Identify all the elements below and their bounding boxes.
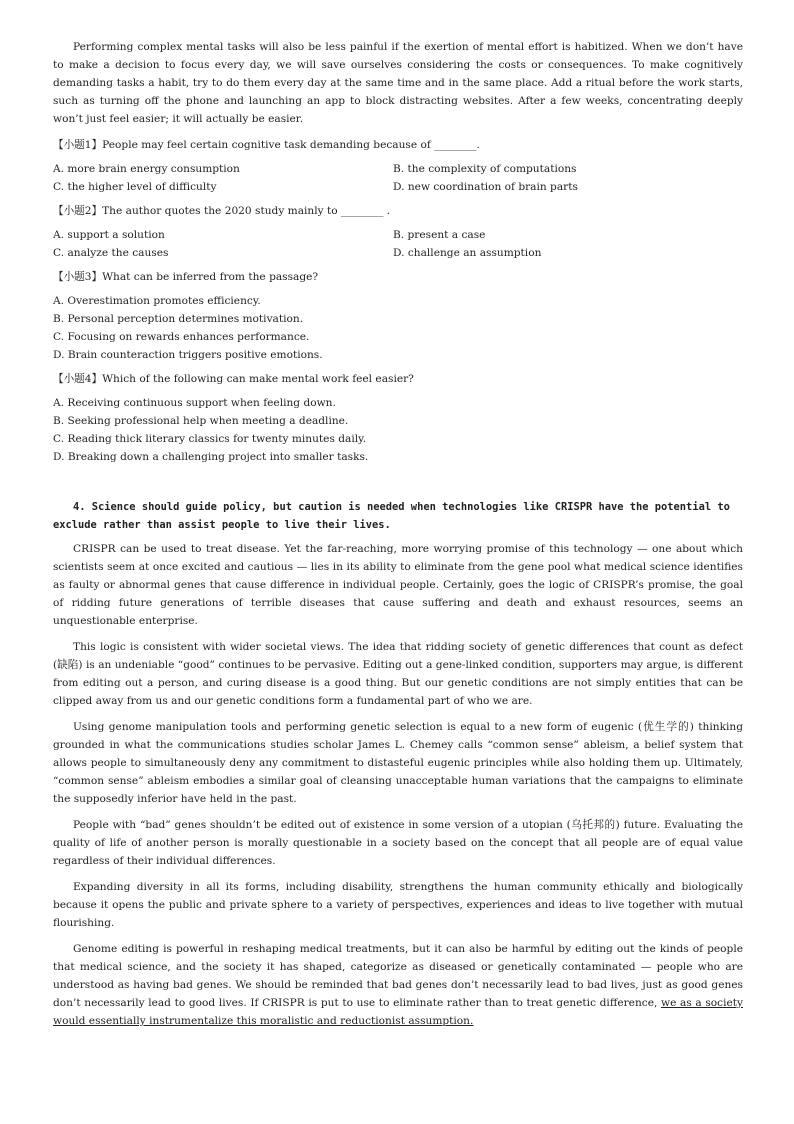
passage-4-paragraph-2: This logic is consistent with wider societal views. The idea that ridding society of genetic differences that count as defect (缺陷) is an undeniable “good” continues to be pervasive. Editing out a gene-linked condition, supporters may argue, is different from editing out a person, and curing disease is a good thing. But our genetic conditions are not simply entities that can be clipped away from us and our genetic conditions form a fundamental part of who we are. [53, 641, 743, 707]
intro-paragraph: Performing complex mental tasks will also be less painful if the exertion of mental effort is habitized. When we don’t have to make a decision to focus every day, we will save ourselves considering the costs or consequences. To make cognitively demanding tasks a habit, try to do them every day at the same time and in the same place. Add a ritual before the work starts, such as turning off the phone and launching an app to block distracting websites. After a few weeks, concentrating deeply won’t just feel easier; it will actually be easier. [53, 41, 743, 125]
question-1-option-c[interactable]: C. the higher level of difficulty [53, 181, 217, 193]
question-3-option-d[interactable]: D. Brain counteraction triggers positive emotions. [53, 349, 323, 361]
passage-4-paragraph-3: Using genome manipulation tools and performing genetic selection is equal to a new form of eugenic (优生学的) thinking grounded in what the communications studies scholar James L. Chemey calls “common sense” ableism, a belief system that allows people to simultaneously deny any commitment to distasteful eugenic principles while also holding them up. Ultimately, “common sense” ableism embodies a similar goal of cleansing unacceptable human variations that the campaigns to eliminate the supposedly inferior have held in the past. [53, 721, 743, 805]
document-page [53, 38, 743, 1038]
underlined-sentence: we as a society would essentially instrumentalize this moralistic and reductionist assumption. [53, 997, 743, 1027]
question-3-option-c[interactable]: C. Focusing on rewards enhances performance. [53, 331, 310, 343]
passage-4-title: 4. Science should guide policy, but caution is needed when technologies like CRISPR have the potential to exclude rather than assist people to live their lives. [53, 501, 730, 531]
passage-4-paragraph-6 [53, 940, 743, 1030]
question-4-option-b[interactable]: B. Seeking professional help when meeting a deadline. [53, 415, 349, 427]
question-2-options [53, 226, 743, 262]
question-4-stem: 【小题4】Which of the following can make mental work feel easier? [53, 373, 414, 385]
passage-4-paragraph-1: CRISPR can be used to treat disease. Yet the far-reaching, more worrying promise of this technology — one about which scientists seem at once excited and cautious — lies in its ability to eliminate from the gene pool what medical science identifies as faulty or abnormal genes that cause difference in individual people. Certainly, goes the logic of CRISPR’s promise, the goal of ridding future generations of terrible diseases that cause suffering and death and exhaust resources, seems an unquestionable enterprise. [53, 543, 743, 627]
paragraph-6-main-text: Genome editing is powerful in reshaping medical treatments, but it can also be harmful by editing out the kinds of people that medical science, and the society it has shaped, categorize as diseased or genetically contaminated — people who are understood as having bad genes. We should be reminded that bad genes don’t necessarily lead to bad lives, just as good genes don’t necessarily lead to good lives. If CRISPR is put to use to eliminate rather than to treat genetic difference, [53, 943, 743, 1009]
question-2-stem: 【小题2】The author quotes the 2020 study mainly to ________ . [53, 205, 391, 217]
question-2-option-c[interactable]: C. analyze the causes [53, 247, 169, 259]
question-3-option-b[interactable]: B. Personal perception determines motivation. [53, 313, 304, 325]
question-4-option-a[interactable]: A. Receiving continuous support when feeling down. [53, 397, 336, 409]
question-3-options [53, 292, 743, 364]
question-2-option-a[interactable]: A. support a solution [53, 229, 165, 241]
passage-4-paragraph-5: Expanding diversity in all its forms, including disability, strengthens the human community ethically and biologically because it opens the public and private sphere to a variety of perspectives, experiences and ideas to live together with mutual flourishing. [53, 881, 743, 929]
question-1-option-b[interactable]: B. the complexity of computations [393, 163, 577, 175]
question-1-option-a[interactable]: A. more brain energy consumption [53, 163, 240, 175]
question-4-options [53, 394, 743, 466]
question-4-option-d[interactable]: D. Breaking down a challenging project into smaller tasks. [53, 451, 369, 463]
question-4-option-c[interactable]: C. Reading thick literary classics for twenty minutes daily. [53, 433, 367, 445]
question-1-options [53, 160, 743, 196]
question-3-option-a[interactable]: A. Overestimation promotes efficiency. [53, 295, 261, 307]
question-1-stem: 【小题1】People may feel certain cognitive task demanding because of ________. [53, 139, 480, 151]
question-3-stem: 【小题3】What can be inferred from the passage? [53, 271, 319, 283]
question-1-option-d[interactable]: D. new coordination of brain parts [393, 181, 578, 193]
question-2-option-d[interactable]: D. challenge an assumption [393, 247, 542, 259]
passage-4-paragraph-4: People with “bad” genes shouldn’t be edited out of existence in some version of a utopian (乌托邦的) future. Evaluating the quality of life of another person is morally questionable in a society based on the concept that all people are of equal value regardless of their individual differences. [53, 819, 743, 867]
question-2-option-b[interactable]: B. present a case [393, 229, 486, 241]
